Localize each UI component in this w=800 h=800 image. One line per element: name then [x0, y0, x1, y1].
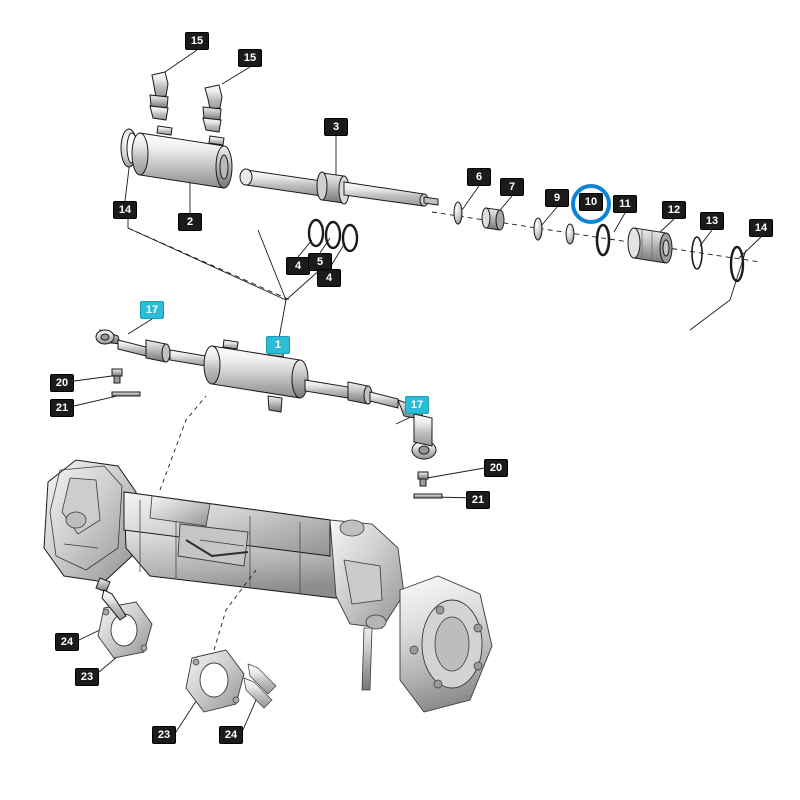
callout-13[interactable]: 13	[700, 212, 724, 230]
callout-4-a[interactable]: 4	[286, 257, 310, 275]
callout-9[interactable]: 9	[545, 189, 569, 207]
callout-14-a[interactable]: 14	[113, 201, 137, 219]
callout-7[interactable]: 7	[500, 178, 524, 196]
callout-4-b[interactable]: 4	[317, 269, 341, 287]
callout-20-a[interactable]: 20	[50, 374, 74, 392]
callout-12[interactable]: 12	[662, 201, 686, 219]
callout-21-a[interactable]: 21	[50, 399, 74, 417]
callout-20-b[interactable]: 20	[484, 459, 508, 477]
callout-24-a[interactable]: 24	[55, 633, 79, 651]
callout-11[interactable]: 11	[613, 195, 637, 213]
callout-17-b[interactable]: 17	[405, 396, 429, 414]
callout-17-a[interactable]: 17	[140, 301, 164, 319]
callout-3[interactable]: 3	[324, 118, 348, 136]
callout-5[interactable]: 5	[308, 253, 332, 271]
callout-15-a[interactable]: 15	[185, 32, 209, 50]
callout-24-b[interactable]: 24	[219, 726, 243, 744]
callout-15-b[interactable]: 15	[238, 49, 262, 67]
callout-14-b[interactable]: 14	[749, 219, 773, 237]
callout-23-b[interactable]: 23	[152, 726, 176, 744]
callout-1[interactable]: 1	[266, 336, 290, 354]
callout-21-b[interactable]: 21	[466, 491, 490, 509]
callout-10[interactable]: 10	[579, 193, 603, 211]
callout-23-a[interactable]: 23	[75, 668, 99, 686]
callout-6[interactable]: 6	[467, 168, 491, 186]
callout-2[interactable]: 2	[178, 213, 202, 231]
